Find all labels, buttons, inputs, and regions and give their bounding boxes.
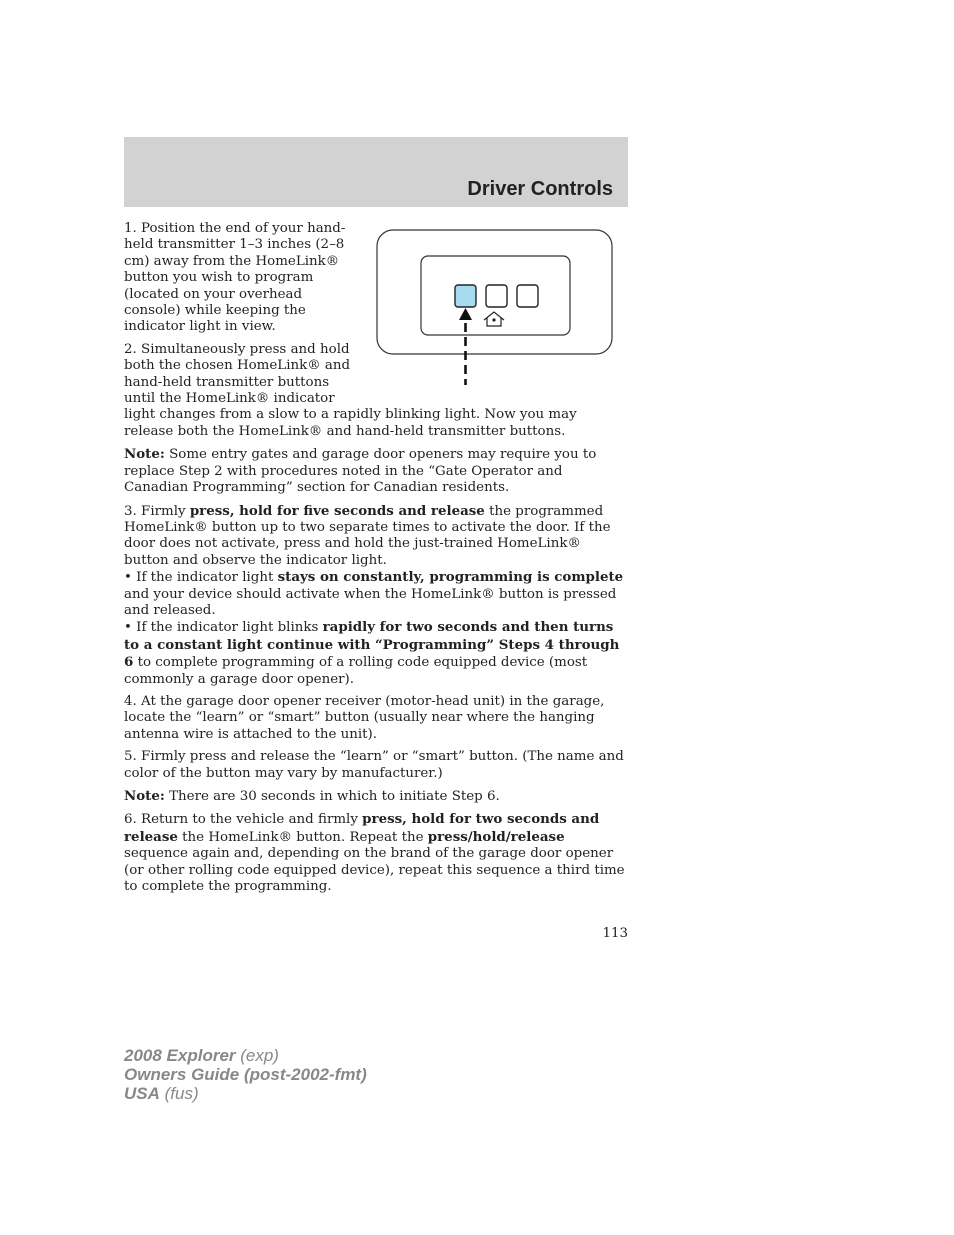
step-3-text-c: the programmed HomeLink® button up to two separate times to activate the door. If the door does not activate, press and hold the just-trained HomeLink® button and observe the indicator light.: [124, 503, 611, 568]
document-footer: [124, 1046, 367, 1103]
note-1: [124, 446, 629, 496]
bullet-rapid-text-c: to complete programming of a rolling code equipped device (most commonly a garage door opener).: [124, 655, 588, 687]
note-2: [124, 788, 629, 805]
step-6-text-c: the HomeLink® button. Repeat the: [177, 829, 428, 845]
bullet-complete-text-a: • If the indicator light: [124, 570, 278, 586]
note-1-label: Note:: [124, 446, 165, 463]
step-6-text-e: sequence again and, depending on the brand of the garage door opener (or other rolling code equipped device), repeat this sequence a third time to complete the programming.: [124, 846, 625, 895]
page-body: [124, 221, 629, 901]
homelink-figure: [369, 221, 629, 391]
homelink-button-3: [517, 285, 538, 307]
step-3-text-a: 3. Firmly: [124, 503, 190, 519]
step-6-emphasis-1: press, hold for two seconds and release: [124, 811, 600, 845]
step-2: 2. Simultaneously press and hold both the chosen HomeLink® and hand-held transmitter buttons until the HomeLink® indicator light changes from a slow to a rapidly blinking light. Now you may release both the HomeLink® and hand-held transmitter buttons.: [124, 341, 577, 439]
step-4: 4. At the garage door opener receiver (motor-head unit) in the garage, locate the “learn” or “smart” button (usually near where the hanging antenna wire is attached to the unit).: [124, 693, 605, 742]
bullet-complete: [124, 569, 629, 619]
step-1: 1. Position the end of your hand-held transmitter 1–3 inches (2–8 cm) away from the HomeLink® button you wish to program (located on your overhead console) while keeping the indicator light in view.: [124, 221, 346, 335]
section-title: Driver Controls: [467, 178, 613, 200]
bullet-rapid: [124, 619, 629, 688]
homelink-button-2: [486, 285, 507, 307]
footer-guide: Owners Guide (post-2002-fmt): [124, 1065, 367, 1084]
page-number: 113: [602, 926, 628, 941]
bullet-complete-emphasis: stays on constantly, programming is complete: [277, 569, 624, 586]
footer-model-code: (exp): [235, 1046, 279, 1065]
section-header-band: [124, 137, 628, 207]
step-6-emphasis-2: press/hold/release: [427, 828, 565, 845]
bullet-rapid-emphasis: rapidly for two seconds and then turns to a constant light continue with “Programming” Steps 4 through 6: [124, 619, 620, 671]
note-1-text: Some entry gates and garage door openers may require you to replace Step 2 with procedures noted in the “Gate Operator and Canadian Programming” section for Canadian residents.: [124, 447, 597, 496]
step-6: [124, 811, 629, 895]
note-2-text: There are 30 seconds in which to initiate Step 6.: [164, 789, 500, 804]
footer-line-model: [124, 1046, 367, 1065]
bullet-complete-text-c: and your device should activate when the HomeLink® button is pressed and released.: [124, 586, 617, 618]
step-5: 5. Firmly press and release the “learn” or “smart” button. (The name and color of the button may vary by manufacturer.): [124, 749, 624, 781]
footer-market-code: (fus): [159, 1084, 199, 1103]
footer-line-guide: [124, 1065, 367, 1084]
bullet-rapid-text-a: • If the indicator light blinks: [124, 620, 323, 636]
footer-model: 2008 Explorer: [124, 1046, 236, 1065]
homelink-buttons-illustration: [369, 221, 629, 391]
footer-market: USA: [124, 1084, 160, 1103]
step-3: [124, 503, 629, 570]
note-2-label: Note:: [124, 788, 165, 804]
footer-line-market: [124, 1084, 367, 1103]
homelink-button-1-lit: [455, 285, 476, 307]
step-6-text-a: 6. Return to the vehicle and firmly: [124, 812, 363, 828]
step-3-emphasis: press, hold for five seconds and release: [189, 502, 485, 519]
